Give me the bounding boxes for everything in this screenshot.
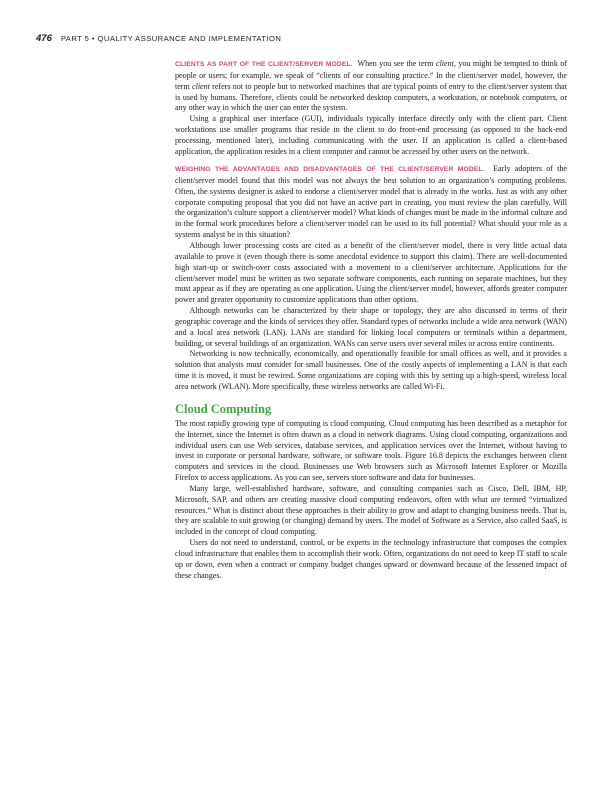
paragraph-networking-small-offices: Networking is now technically, economically, and operationally feasible for small offices as well, and it provides a solution that analysts must consider for small businesses. One of the costly aspects of implementing a LAN is that each time it is moved, it must be rewired. Some organizations are coping with this by setting up a high-speed, wireless local area network (WLAN). More specifically, these wireless networks are called Wi-Fi. bbox=[175, 349, 567, 391]
paragraph-clients-intro bbox=[175, 59, 567, 114]
running-title: PART 5 • QUALITY ASSURANCE AND IMPLEMENTATION bbox=[60, 34, 282, 43]
page-number: 476 bbox=[36, 33, 52, 44]
section-heading-cloud-computing: Cloud Computing bbox=[175, 401, 272, 416]
emphasis-client: client bbox=[192, 81, 210, 91]
paragraph-cloud-companies: Many large, well-established hardware, software, and consulting companies such as Cisco, Dell, IBM, HP, Microsoft, SAP, and others are creating massive cloud computing endeavors, often with what are termed “virtualized resources.” What is distinct about these approaches is their ability to grow and adapt to changing business needs. That is, they are scalable to suit growing (or changing) demand by users. The model of Software as a Service, also called SaaS, is included in the concept of cloud computing. bbox=[175, 483, 567, 537]
text-run: you might be tempted to think of people or users; for example, we speak of “clients of our consulting practice.” In the client/server model, however, the term bbox=[175, 59, 568, 91]
paragraph-network-topology: Although networks can be characterized by their shape or topology, they are also discussed in terms of their geographic coverage and the kinds of services they offer. Standard types of networks include a wide area network (WAN) and a local area network (LAN). LANs are standard for linking local computers or terminals within a department, building, or several buildings of an organization. WANs can serve users over several miles or across entire continents. bbox=[175, 306, 567, 348]
page-body bbox=[175, 59, 567, 581]
paragraph-advantages-intro bbox=[175, 164, 567, 241]
text-run: Early adopters of the client/server model found that this model was not always the best solution to an organization’s computing problems. Often, the systems designer is asked to endorse a client/server model that is already in the works. Just as with any other corporate computing proposal that you did not have an active part in creating, you must review the plan carefully. Will the organization’s culture support a client/server model? What kinds of changes must be made in the informal culture and in the formal work procedures before a client/server model can be used to its full potential? What should your role as a systems analyst be in this situation? bbox=[175, 164, 567, 240]
running-header bbox=[36, 33, 576, 44]
paragraph-cloud-intro: The most rapidly growing type of computing is cloud computing. Cloud computing has been described as a metaphor for the Internet, since the Internet is often drawn as a cloud in network diagrams. Using cloud computing, organizations and individual users can use Web services, database services, and application services over the Internet, without having to invest in corporate or personal hardware, software, or software tools. Figure 16.8 depicts the exchanges between client computers and services in the cloud. Businesses use Web browsers such as Microsoft Internet Explorer or Mozilla Firefox to access applications. As you can see, servers store software and data for businesses. bbox=[175, 418, 567, 483]
run-in-heading-clients: CLIENTS AS PART OF THE CLIENT/SERVER MODEL. bbox=[175, 61, 353, 68]
paragraph-processing-costs: Although lower processing costs are cited as a benefit of the client/server model, there is very little actual data available to prove it (even though there is some anecdotal evidence to support this claim). There are well-documented high start-up or switch-over costs associated with a movement to a client/server architecture. Applications for the client/server model must be written as two separate software components, each running on separate machines, but they must appear as if they are operating as one application. Using the client/server model, however, affords greater computer power and greater opportunity to customize applications than other options. bbox=[175, 241, 567, 305]
text-run: When you see the term bbox=[357, 59, 436, 68]
text-run: refers not to people but to networked machines that are typical points of entry to the client/server system that is used by humans. Therefore, clients could be networked desktop computers, a workstation, or notebook computers, or any other way in which the user can enter the system. bbox=[175, 81, 567, 113]
paragraph-gui: Using a graphical user interface (GUI), individuals typically interface directly only with the client part. Client workstations use smaller programs that reside in the client to do front-end processing (as opposed to the back-end processing, mentioned later), including communicating with the user. If an application is called a client-based application, the application resides in a client computer and cannot be accessed by other users on the network. bbox=[175, 114, 567, 156]
paragraph-cloud-users: Users do not need to understand, control, or be experts in the technology infrastructure that composes the complex cloud infrastructure that enables them to accomplish their work. Often, organizations do not need to keep IT staff to scale up or down, even when a contract or company budget changes upward or downward because of the lessened impact of these changes. bbox=[175, 538, 567, 580]
run-in-heading-advantages: WEIGHING THE ADVANTAGES AND DISADVANTAGES OF THE CLIENT/SERVER MODEL. bbox=[175, 166, 485, 174]
emphasis-client: client, bbox=[436, 59, 456, 68]
